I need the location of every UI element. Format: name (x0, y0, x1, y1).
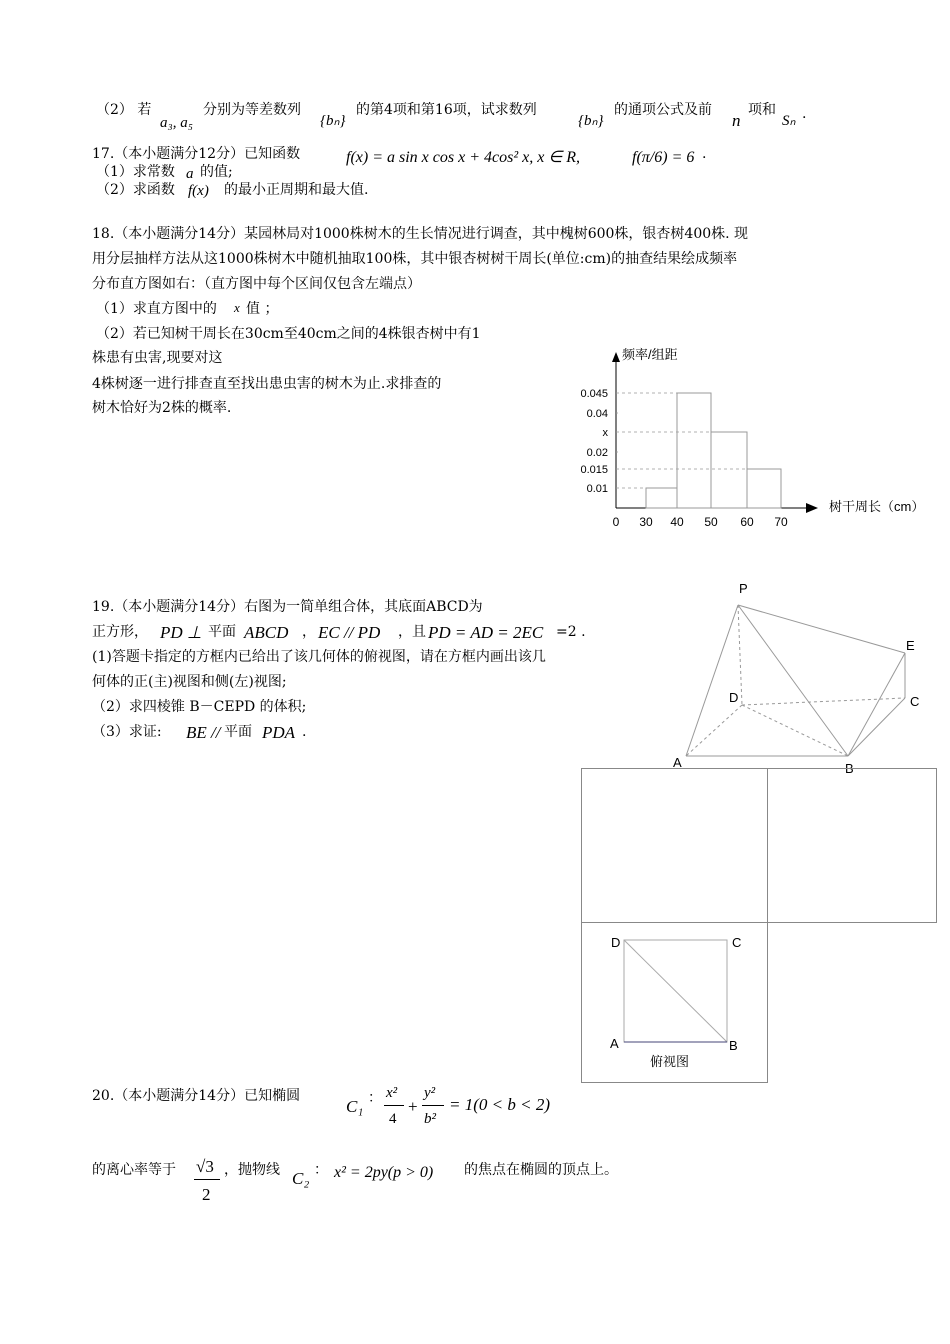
q20-b2: b² (424, 1111, 436, 1127)
q20-y2: y² (424, 1085, 436, 1101)
label-A: A (673, 755, 682, 770)
x-axis-arrow (806, 503, 818, 513)
q20-two: 2 (202, 1185, 211, 1204)
q19-part3-prefix: （3）求证: (92, 724, 162, 740)
q19-line2-t2: ， (302, 624, 316, 640)
q20-eq: = 1(0 < b < 2) (449, 1095, 550, 1114)
q17-part2-suffix: 的最小正周期和最大值. (224, 182, 369, 198)
q19-part3-end: . (302, 724, 307, 740)
q20-line2-suffix: 的焦点在椭圆的顶点上。 (464, 1162, 618, 1178)
x-tick-label: 40 (670, 515, 684, 529)
q18-part1-var: x (234, 300, 240, 315)
histogram-bar (747, 469, 781, 508)
y-axis-arrow (612, 352, 620, 362)
front-view-box[interactable] (581, 768, 768, 923)
q17-part1-suffix: 的值; (200, 164, 233, 180)
x-tick-label: 50 (704, 515, 718, 529)
q20-sqrt3: √3 (196, 1157, 214, 1176)
q16-a-terms: a₃, a₅ (160, 115, 193, 131)
top-view-caption: 俯视图 (650, 1054, 690, 1069)
x-axis-label: 树干周长（cm） (829, 499, 925, 514)
q19-line1: 19.（本小题满分14分）右图为一简单组合体，其底面ABCD为 (92, 599, 483, 615)
q18-part2-line1: （2）若已知树干周长在30cm至40cm之间的4株银杏树中有1 (96, 326, 481, 342)
x-tick-label: 60 (740, 515, 754, 529)
side-view-box[interactable] (767, 768, 937, 923)
q16-tail2: 项和 (748, 102, 776, 118)
q19-part3-t1: 平面 (224, 724, 252, 740)
q16-part2-prefix: （2） 若 (96, 102, 152, 118)
q16-mid: 分别为等差数列 (203, 102, 301, 118)
x-tick-label: 70 (774, 515, 788, 529)
y-axis-label: 频率/组距 (622, 347, 678, 362)
q20-colon: ： (368, 1090, 382, 1106)
q16-Sn: Sₙ (782, 113, 796, 129)
top-view-figure (600, 930, 760, 1075)
histogram-bar (646, 488, 677, 508)
q17-part1-prefix: （1）求常数 (96, 164, 175, 180)
q18-part1-prefix: （1）求直方图中的 (96, 301, 217, 317)
top-label-C: C (732, 935, 742, 950)
x-tick-label: 30 (639, 515, 653, 529)
q16-mid2: 的第4项和第16项，试求数列 (356, 102, 537, 118)
q19-part3-f1: BE // (186, 723, 221, 742)
top-label-A: A (610, 1036, 619, 1051)
label-P: P (739, 581, 748, 596)
q17-part2-prefix: （2）求函数 (96, 182, 175, 198)
q17-part2-var: f(x) (188, 183, 209, 199)
histogram-bar (677, 393, 711, 508)
x-tick-label: 0 (612, 515, 620, 529)
q17-formula2: f(π/6) = 6 (632, 149, 695, 166)
q17-formula2-end: . (702, 146, 707, 162)
q20-x2: x² (386, 1085, 398, 1101)
y-tick-label: 0.045 (580, 388, 608, 400)
q20-line2-prefix: 的离心率等于 (92, 1162, 176, 1178)
top-view-diagonal (624, 940, 727, 1042)
q20-frac1-bar (384, 1105, 404, 1106)
q19-line2-f2: ABCD (244, 623, 289, 642)
q19-line2-f4: PD = AD = 2EC (428, 623, 544, 642)
q20-C1: C₁ (346, 1097, 364, 1116)
q17-part1-var: a (186, 166, 194, 182)
q19-line2-f1: PD ⊥ (160, 623, 202, 642)
q20-four: 4 (389, 1111, 397, 1127)
top-label-B: B (729, 1038, 738, 1053)
q17-formula: f(x) = a sin x cos x + 4cos² x, x ∈ R, (346, 149, 581, 166)
q20-plus: + (408, 1097, 418, 1116)
q19-line2-t1: 平面 (208, 624, 236, 640)
label-E: E (906, 638, 915, 653)
edge-PB (738, 605, 848, 756)
q20-line2-mid: ，抛物线 (224, 1162, 280, 1178)
q16-dot: . (802, 106, 807, 122)
q18-part1-suffix: 值 ； (246, 301, 279, 317)
q16-bn2: {bₙ} (578, 113, 604, 129)
hidden-edge-PD (738, 605, 742, 705)
q20-frac3-bar (194, 1179, 220, 1180)
q20-colon2: ： (314, 1162, 328, 1178)
q20-frac2-bar (422, 1105, 444, 1106)
solid-figure (660, 575, 940, 780)
edge-EB (848, 653, 905, 756)
q19-part2: （2）求四棱锥 B－CEPD 的体积; (92, 699, 307, 715)
y-tick-label: x (602, 427, 608, 439)
q16-bn: {bₙ} (320, 113, 346, 129)
y-tick-label: 0.015 (580, 464, 608, 476)
q19-part1-line2: 何体的正(主)视图和侧(左)视图; (92, 674, 287, 690)
hidden-edge-DC (742, 698, 905, 705)
edge-PA (686, 605, 738, 756)
label-D: D (729, 690, 739, 705)
q20-C2: C₂ (292, 1169, 310, 1188)
edge-BC (848, 698, 905, 756)
q19-line2-f3: EC // PD (318, 623, 381, 642)
y-tick-label: 0.04 (586, 408, 608, 420)
q16-n: n (732, 111, 741, 130)
q19-line2-t4: =2 . (556, 624, 586, 640)
q19-line2-t3: ，且 (398, 624, 426, 640)
top-label-D: D (611, 935, 621, 950)
y-tick-label: 0.01 (586, 483, 608, 495)
frequency-histogram (575, 340, 925, 535)
q20-parabola: x² = 2py(p > 0) (334, 1164, 434, 1181)
y-tick-label: 0.02 (586, 447, 608, 459)
q18-part2-line4: 树木恰好为2株的概率. (92, 400, 232, 416)
label-B: B (845, 761, 854, 776)
q19-part3-f2: PDA (262, 723, 296, 742)
q18-part2-line3: 4株树逐一进行排查直至找出患虫害的树木为止.求排查的 (92, 376, 442, 392)
q18-line1: 18.（本小题满分14分）某园林局对1000株树木的生长情况进行调查，其中槐树600株，银杏树400株. 现 (92, 226, 749, 242)
edge-PE (738, 605, 905, 653)
q17-header: 17.（本小题满分12分）已知函数 (92, 146, 301, 162)
q20-header: 20.（本小题满分14分）已知椭圆 (92, 1088, 301, 1104)
q16-tail: 的通项公式及前 (614, 102, 712, 118)
q19-part1-line1: (1)答题卡指定的方框内已给出了该几何体的俯视图，请在方框内画出该几 (92, 649, 546, 665)
label-C: C (910, 694, 920, 709)
q18-line3: 分布直方图如右：（直方图中每个区间仅包含左端点） (92, 276, 421, 292)
histogram-bar (711, 432, 747, 508)
q18-line2: 用分层抽样方法从这1000株树木中随机抽取100株，其中银杏树树干周长(单位:cm)的抽查结果绘成频率 (92, 251, 738, 267)
hidden-edge-DB (742, 705, 848, 756)
q19-line2-prefix: 正方形， (92, 624, 148, 640)
q18-part2-line2: 株患有虫害,现要对这 (92, 350, 223, 366)
